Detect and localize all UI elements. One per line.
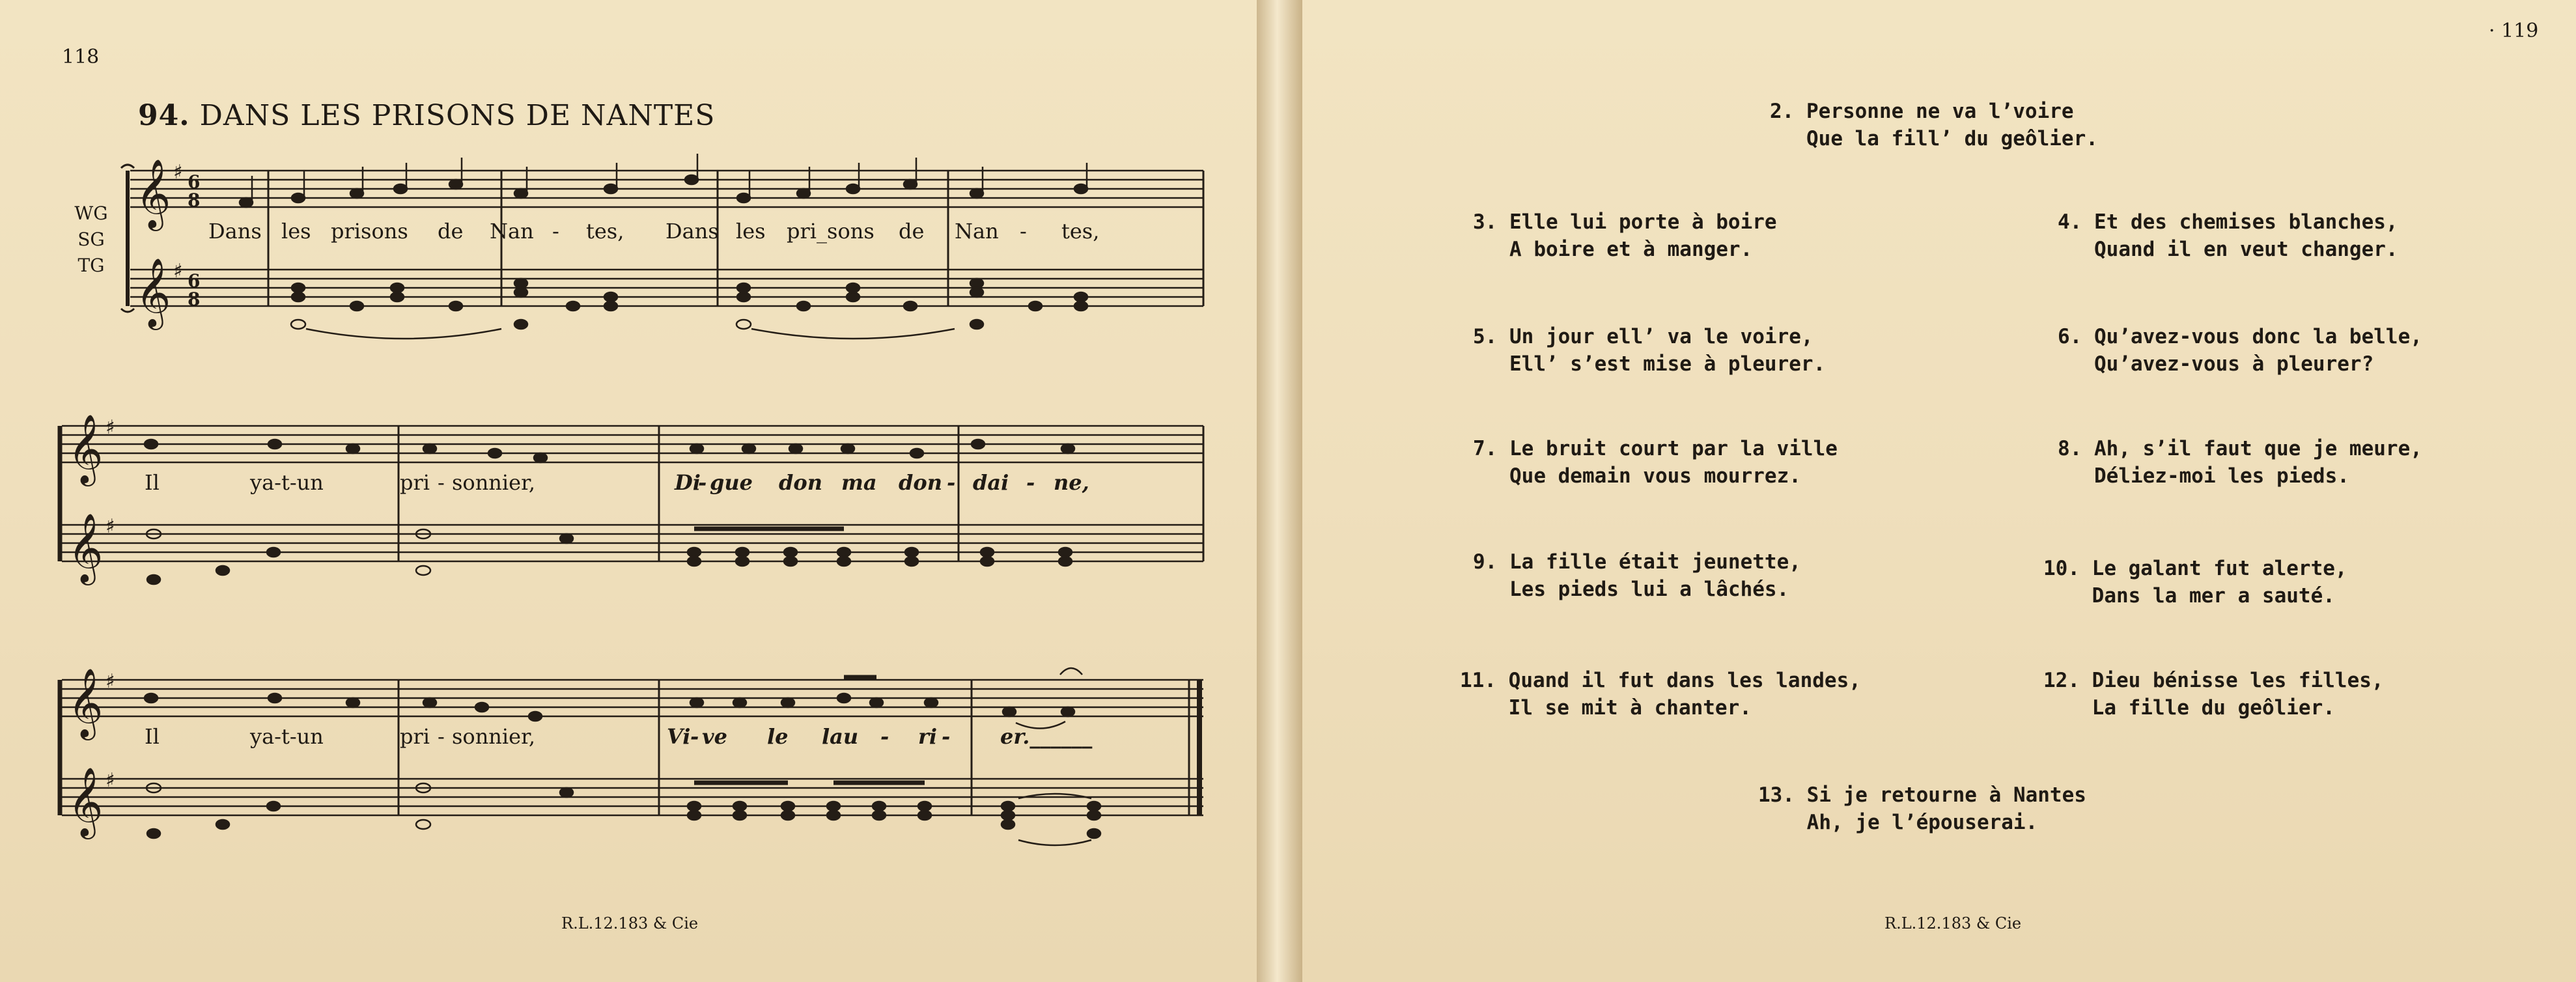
lyric-syllable: les bbox=[736, 219, 766, 244]
lyric-syllable: Di bbox=[675, 470, 701, 495]
staff-bottom-system3 bbox=[62, 779, 1203, 815]
lyric-syllable: - bbox=[880, 724, 889, 749]
treble-clef: 𝄞 bbox=[135, 158, 171, 228]
left-footer-imprint: R.L.12.183 & Cie bbox=[561, 914, 699, 933]
treble-clef: 𝄞 bbox=[68, 667, 104, 737]
lyric-syllable: sonnier, bbox=[452, 470, 536, 495]
lyric-syllable: Vi bbox=[667, 724, 691, 749]
lyric-syllable: ya-t-un bbox=[250, 724, 324, 749]
right-page-number: · 119 bbox=[2489, 20, 2539, 42]
verse-12: 12. Dieu bénisse les filles, La fille du geôlier. bbox=[2043, 669, 2384, 720]
lyric-syllable: ri bbox=[918, 724, 938, 749]
svg-text:♯: ♯ bbox=[105, 515, 115, 538]
lyric-syllable: - bbox=[552, 219, 559, 244]
treble-clef: 𝄞 bbox=[135, 257, 171, 327]
lyric-syllable: Nan bbox=[955, 219, 999, 244]
voice-label: SG bbox=[77, 229, 105, 250]
lyric-syllable: tes, bbox=[586, 219, 624, 244]
lyric-syllable: ne, bbox=[1054, 470, 1089, 495]
lyric-syllable: ma bbox=[841, 470, 877, 495]
lyric-syllable: tes, bbox=[1061, 219, 1100, 244]
lyric-syllable: Dans bbox=[208, 219, 262, 244]
lyric-syllable: don bbox=[899, 470, 942, 495]
right-footer-imprint: R.L.12.183 & Cie bbox=[1884, 914, 2022, 933]
time-signature: 8 bbox=[188, 288, 201, 310]
svg-text:♯: ♯ bbox=[173, 260, 183, 283]
left-page-number: 118 bbox=[62, 46, 100, 68]
verse-5: 5. Un jour ell’ va le voire, Ell’ s’est mise à pleurer. bbox=[1473, 325, 1826, 376]
voice-label: TG bbox=[77, 255, 105, 276]
svg-text:♯: ♯ bbox=[105, 769, 115, 792]
lyric-syllable: Il bbox=[145, 470, 160, 495]
lyric-syllable: lau bbox=[822, 724, 859, 749]
verse-11: 11. Quand il fut dans les landes, Il se mit à chanter. bbox=[1460, 669, 1861, 720]
verse-13: 13. Si je retourne à Nantes Ah, je l’épouserai. bbox=[1758, 783, 2086, 834]
lyric-syllable: dai bbox=[973, 470, 1009, 495]
verse-10: 10. Le galant fut alerte, Dans la mer a sauté. bbox=[2043, 557, 2347, 608]
verse-3: 3. Elle lui porte à boire A boire et à manger. bbox=[1473, 210, 1777, 261]
lyric-syllable: gue bbox=[710, 470, 753, 495]
voice-label: WG bbox=[74, 203, 108, 224]
song-title-text: DANS LES PRISONS DE NANTES bbox=[199, 99, 716, 132]
song-number: 94. bbox=[138, 99, 190, 132]
book-gutter bbox=[1257, 0, 1302, 982]
treble-clef: 𝄞 bbox=[68, 414, 104, 483]
lyric-syllable: - bbox=[698, 470, 707, 495]
verse-9: 9. La fille était jeunette, Les pieds lui a lâchés. bbox=[1473, 550, 1801, 601]
lyric-syllable: les bbox=[281, 219, 311, 244]
lyric-syllable: le bbox=[767, 724, 789, 749]
verse-7: 7. Le bruit court par la ville Que demain vous mourrez. bbox=[1473, 437, 1838, 488]
time-signature: 6 bbox=[188, 171, 201, 193]
lyric-syllable: - bbox=[438, 470, 445, 495]
notes-system3-bottom bbox=[147, 783, 1100, 838]
svg-text:♯: ♯ bbox=[173, 161, 183, 184]
verse-2: 2. Personne ne va l’voire Que la fill’ du geôlier. bbox=[1770, 100, 2098, 150]
notes-system2-bottom bbox=[147, 529, 1072, 584]
lyric-syllable: - bbox=[690, 724, 699, 749]
lyric-syllable: - bbox=[438, 724, 445, 749]
notes-system2-top bbox=[145, 440, 1074, 462]
treble-clef: 𝄞 bbox=[68, 512, 104, 582]
lyric-syllable: Il bbox=[145, 724, 160, 749]
lyric-syllable: de bbox=[899, 219, 925, 244]
lyric-syllable: sonnier, bbox=[452, 724, 536, 749]
staff-top-system2 bbox=[62, 426, 1203, 462]
lyric-syllable: don bbox=[779, 470, 822, 495]
verse-8: 8. Ah, s’il faut que je meure, Déliez-moi les pieds. bbox=[2058, 437, 2422, 488]
staff-top-system1 bbox=[130, 171, 1203, 207]
lyric-syllable: - bbox=[1020, 219, 1027, 244]
lyric-syllable: pri bbox=[400, 724, 430, 749]
svg-text:♯: ♯ bbox=[105, 670, 115, 693]
lyric-syllable: - bbox=[942, 724, 951, 749]
lyric-syllable: ve bbox=[702, 724, 727, 749]
lyric-syllable: - bbox=[947, 470, 956, 495]
lyric-syllable: - bbox=[1026, 470, 1035, 495]
svg-text:♯: ♯ bbox=[105, 416, 115, 439]
treble-clef: 𝄞 bbox=[68, 766, 104, 836]
time-signature: 8 bbox=[188, 189, 201, 211]
lyric-syllable: pri bbox=[400, 470, 430, 495]
lyric-syllable: ya-t-un bbox=[250, 470, 324, 495]
lyric-syllable: Nan bbox=[490, 219, 534, 244]
lyric-syllable: prisons bbox=[331, 219, 408, 244]
lyric-syllable: er.______ bbox=[1000, 724, 1093, 749]
lyric-syllable: de bbox=[438, 219, 464, 244]
lyric-syllable: pri_sons bbox=[787, 219, 875, 244]
time-signature: 6 bbox=[188, 270, 201, 292]
lyric-syllable: Dans bbox=[665, 219, 719, 244]
staff-bottom-system2 bbox=[62, 525, 1203, 561]
staff-top-system3 bbox=[62, 680, 1203, 716]
notes-system1-bottom bbox=[291, 279, 1087, 329]
verse-4: 4. Et des chemises blanches, Quand il en veut changer. bbox=[2058, 210, 2398, 261]
verse-6: 6. Qu’avez-vous donc la belle, Qu’avez-vous à pleurer? bbox=[2058, 325, 2422, 376]
